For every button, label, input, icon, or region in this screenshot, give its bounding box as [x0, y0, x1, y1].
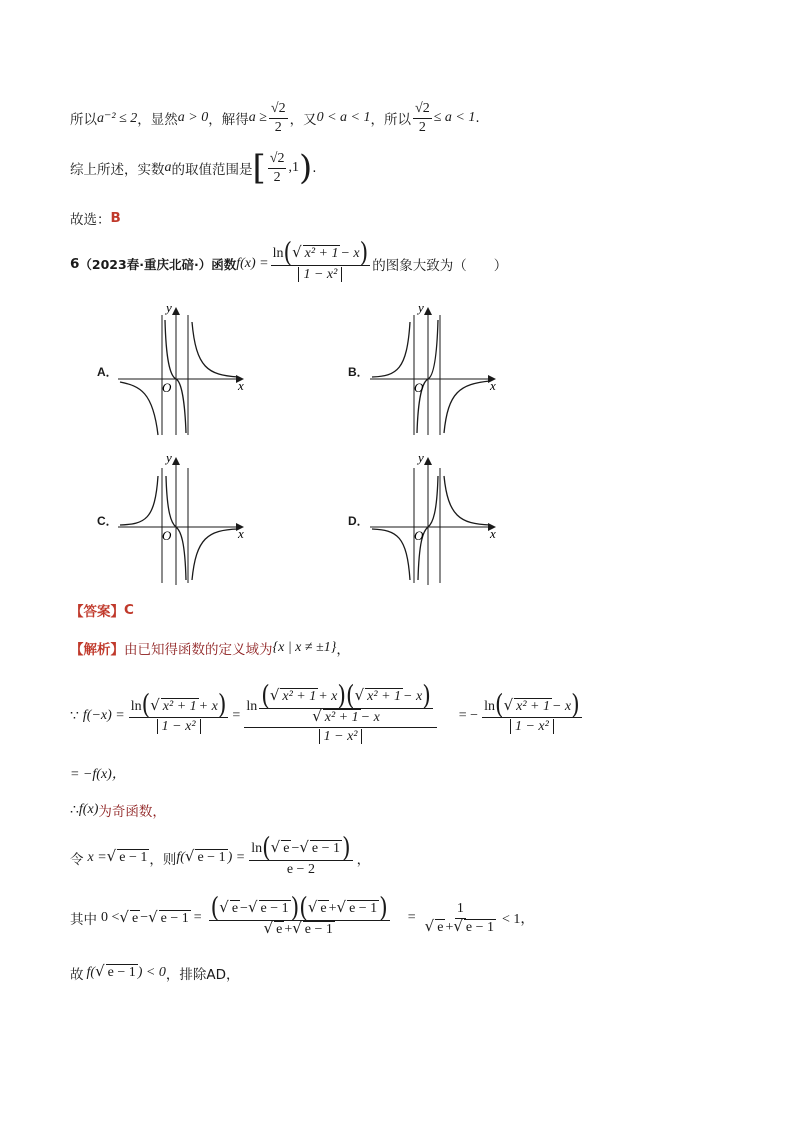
- frac-num: 1: [455, 900, 466, 919]
- plus: +: [445, 919, 454, 935]
- option-d-graph: [362, 450, 502, 588]
- analysis-line: [70, 638, 350, 658]
- choice-value: B: [110, 210, 121, 226]
- sqrt: [503, 695, 552, 716]
- plus-x: + x: [318, 689, 338, 705]
- text: ，: [336, 642, 350, 658]
- fraction-sqrt2-over-2: [269, 100, 288, 136]
- sqrt: [148, 907, 191, 928]
- curve-left: [372, 322, 410, 377]
- conclusion-line: [70, 963, 239, 983]
- lhs: f(−x) =: [82, 708, 125, 723]
- x-label: x: [490, 378, 496, 393]
- curve-left-outer: [120, 476, 158, 525]
- origin-label: O: [414, 380, 424, 395]
- curve-right: [444, 381, 490, 433]
- question-tail: 的图象大致为（ ）: [372, 257, 508, 274]
- sqrt: [453, 916, 496, 937]
- radical-icon: √: [453, 916, 463, 935]
- text: 所以: [70, 112, 97, 128]
- frac-num: [244, 680, 436, 728]
- minus-x: − x: [551, 698, 572, 714]
- radical-icon: √: [269, 686, 280, 705]
- line-choice: [70, 208, 121, 228]
- radical-icon: √: [119, 907, 129, 926]
- sqrt-body: e: [276, 922, 283, 937]
- domain-set: {x | x ≠ ±1}: [272, 640, 337, 655]
- x-label: x: [238, 526, 244, 541]
- y-label: y: [166, 300, 172, 315]
- x-label: x: [238, 378, 244, 393]
- plus: +: [284, 922, 293, 938]
- radical-icon: √: [354, 686, 365, 705]
- where-line: [70, 892, 535, 939]
- radical-icon: √: [292, 919, 302, 937]
- f-open: f(: [176, 850, 185, 866]
- radical-icon: √: [106, 847, 117, 866]
- f-close: ) < 0: [137, 965, 166, 980]
- paren-right: ): [342, 832, 351, 864]
- text: 故: [70, 967, 84, 983]
- ln: ln: [272, 246, 284, 262]
- text: ，显然: [137, 112, 178, 128]
- let-line: [70, 832, 371, 879]
- sqrt: [150, 695, 198, 716]
- option-c-graph: [110, 450, 250, 588]
- answer-value: C: [124, 602, 134, 618]
- plus-x: + x: [198, 698, 218, 714]
- sqrt: [264, 921, 285, 939]
- sqrt-body: x² + 1: [282, 689, 317, 705]
- math-inequality: a > 0: [177, 110, 209, 125]
- paren-left: (: [141, 690, 151, 722]
- sqrt-body: e − 1: [304, 922, 333, 937]
- option-a-label: A．: [97, 365, 118, 379]
- fraction-sqrt2-over-2: [268, 150, 287, 186]
- fraction-ln-minus: [482, 690, 582, 736]
- frac-num: [271, 237, 371, 269]
- ln: ln: [251, 841, 263, 857]
- option-d-label: D．: [348, 514, 369, 528]
- inner-num: [259, 680, 433, 712]
- bracket-left: [: [252, 148, 266, 188]
- paren-left: (: [261, 680, 270, 712]
- zero-lt: 0 <: [101, 910, 120, 926]
- text: 的取值范围是: [171, 162, 253, 178]
- text: ，所以: [370, 112, 412, 128]
- ln: ln: [246, 698, 258, 714]
- fraction-conjugate: [209, 892, 390, 939]
- answer-label: 【答案】: [70, 604, 124, 620]
- abs-den: 1 − x²: [157, 719, 201, 734]
- sqrt-body: e − 1: [349, 901, 378, 917]
- because-symbol: ∵: [70, 708, 79, 724]
- sqrt: [424, 916, 446, 937]
- math-fx: f(x) =: [236, 255, 269, 271]
- odd-function-line: [70, 800, 166, 820]
- lt-one: < 1，: [502, 912, 535, 928]
- inner-fraction: [259, 680, 433, 727]
- sqrt: [292, 245, 340, 263]
- paren-right: ): [290, 892, 300, 924]
- choice-label: 故选：: [70, 212, 111, 228]
- radical-icon: √: [270, 838, 281, 857]
- minus-x: − x: [360, 710, 380, 726]
- abs-den: 1 − x²: [298, 267, 342, 282]
- sqrt-body: e − 1: [119, 850, 148, 866]
- curve-right: [192, 322, 238, 377]
- math-inequality: 0 < a < 1: [316, 110, 371, 125]
- fraction-ln-plus: [129, 690, 229, 736]
- sqrt: [271, 840, 292, 858]
- sqrt-body: e − 1: [160, 910, 189, 926]
- equals-minus: = −: [458, 708, 479, 723]
- option-c-label: C．: [97, 514, 118, 528]
- sqrt-body: e − 1: [260, 901, 289, 917]
- curve-left-outer: [372, 529, 410, 580]
- option-a-graph: [110, 300, 250, 438]
- paren-right: ): [422, 680, 431, 712]
- sqrt-body: x² + 1: [516, 698, 550, 714]
- question-6: [70, 237, 508, 284]
- analysis-label: 【解析】: [70, 642, 124, 658]
- paren-right: ): [298, 148, 313, 188]
- sqrt: [355, 688, 403, 706]
- radical-icon: √: [424, 916, 435, 935]
- paren-left: (: [210, 892, 220, 924]
- text: 由已知得函数的定义域为: [124, 642, 273, 658]
- paren-right: ): [571, 690, 580, 722]
- radical-icon: √: [292, 243, 302, 262]
- fraction-function: [271, 237, 371, 284]
- derivation-line: [70, 676, 586, 756]
- ln: ln: [130, 698, 142, 714]
- paren-left: (: [262, 832, 271, 864]
- frac-den: [317, 728, 365, 746]
- y-label: y: [418, 450, 424, 465]
- sqrt-body: e: [131, 910, 139, 926]
- math-inequality: a ≥: [248, 110, 267, 125]
- radical-icon: √: [307, 898, 318, 917]
- x-label: x: [490, 526, 496, 541]
- option-b-graph: [362, 300, 502, 438]
- frac-num: [482, 690, 582, 722]
- fraction-let: [249, 832, 352, 879]
- ln: ln: [484, 698, 495, 714]
- frac-den: [296, 266, 344, 284]
- frac-den: 2: [273, 169, 281, 185]
- sqrt-body: e − 1: [107, 965, 136, 981]
- radical-icon: √: [219, 898, 229, 917]
- sqrt: [95, 964, 138, 982]
- paren-right: ): [337, 680, 346, 712]
- sqrt: [299, 840, 342, 858]
- origin-label: O: [162, 380, 172, 395]
- frac-den: [508, 718, 556, 736]
- math-inequality: ≤ a < 1: [433, 110, 476, 125]
- y-label: y: [418, 300, 424, 315]
- minus: −: [291, 841, 300, 857]
- curve-right-outer: [192, 529, 238, 580]
- abs-den: 1 − x²: [319, 729, 363, 744]
- radical-icon: √: [263, 919, 274, 937]
- math-inequality: a⁻² ≤ 2: [97, 110, 138, 126]
- frac-num: √2: [269, 100, 288, 119]
- frac-num: √2: [268, 150, 287, 169]
- sqrt: [270, 688, 318, 706]
- paren-left: (: [299, 892, 308, 924]
- frac-den: [155, 718, 203, 736]
- sqrt: [248, 900, 291, 918]
- therefore-symbol: ∴: [70, 802, 79, 818]
- minus-x: − x: [340, 246, 360, 262]
- sqrt: [308, 900, 329, 918]
- text: ，解得: [208, 112, 249, 128]
- plus: +: [328, 901, 337, 917]
- question-source: （2023春·重庆北碚·）函数: [79, 256, 237, 272]
- frac-den: 2: [274, 119, 282, 135]
- radical-icon: √: [503, 695, 514, 714]
- sqrt: [219, 900, 240, 918]
- frac-num: [249, 832, 352, 864]
- sqrt-body: e − 1: [465, 919, 495, 935]
- math-var: a: [164, 160, 172, 175]
- curve-left: [120, 382, 158, 435]
- sqrt: [337, 900, 380, 918]
- minus: −: [140, 910, 149, 926]
- frac-num: [209, 892, 390, 924]
- sqrt-body: x² + 1: [304, 246, 339, 262]
- text: .: [475, 110, 480, 126]
- paren-right: ): [379, 892, 388, 924]
- derivation-result: [70, 763, 126, 783]
- radical-icon: √: [150, 695, 160, 714]
- text: 其中: [70, 912, 97, 929]
- result: = −f(x)，: [70, 767, 126, 782]
- minus: −: [240, 901, 248, 917]
- radical-icon: √: [95, 962, 105, 981]
- radical-icon: √: [312, 707, 322, 725]
- paren-right: ): [359, 237, 369, 269]
- sqrt-body: e: [320, 901, 327, 917]
- line-solution-2: [70, 150, 317, 186]
- math-fx: f(x): [78, 802, 99, 817]
- sqrt-body: e: [437, 919, 444, 935]
- option-b-label: B．: [348, 365, 369, 379]
- fraction-rationalized: [244, 680, 436, 746]
- sqrt-body: e − 1: [197, 850, 226, 866]
- sqrt: [119, 907, 140, 928]
- sqrt-body: x² + 1: [367, 689, 402, 705]
- sqrt-body: e − 1: [311, 841, 341, 857]
- text: .: [312, 160, 317, 176]
- f-open: f(: [86, 965, 96, 980]
- origin-label: O: [414, 528, 424, 543]
- equals: =: [193, 910, 202, 926]
- paren-left: (: [283, 237, 293, 269]
- y-label: y: [166, 450, 172, 465]
- f-close: ) =: [227, 850, 246, 866]
- fraction-one-over: [423, 900, 498, 936]
- text: ，: [356, 852, 371, 869]
- text: ，又: [289, 112, 317, 128]
- abs-den: 1 − x²: [510, 719, 554, 734]
- sqrt-body: e: [283, 841, 290, 857]
- radical-icon: √: [247, 898, 258, 917]
- sqrt-body: e: [231, 901, 239, 917]
- text: ，则: [149, 852, 177, 869]
- frac-den: [423, 916, 498, 937]
- paren-left: (: [346, 680, 355, 712]
- equals: =: [232, 708, 241, 723]
- sqrt-body: x² + 1: [324, 710, 359, 725]
- radical-icon: √: [336, 898, 347, 917]
- paren-right: ): [217, 690, 227, 722]
- text: 为奇函数，: [98, 804, 166, 820]
- equals: =: [407, 910, 416, 926]
- radical-icon: √: [299, 838, 309, 857]
- sqrt-body: x² + 1: [162, 698, 197, 714]
- line-solution-1: [70, 100, 480, 136]
- text: 综上所述，实数: [70, 162, 165, 178]
- answer-line: [70, 600, 134, 620]
- fraction-sqrt2-over-2: [413, 100, 432, 136]
- sqrt: [185, 849, 228, 867]
- radical-icon: √: [148, 907, 158, 926]
- sqrt: [107, 849, 150, 867]
- radical-icon: √: [184, 847, 195, 866]
- x-equals: x =: [87, 850, 107, 866]
- interval-tail: ,1: [288, 160, 299, 175]
- frac-num: √2: [413, 100, 432, 119]
- curve-right-outer: [444, 476, 490, 525]
- frac-den: 2: [418, 119, 426, 135]
- frac-num: [129, 690, 229, 722]
- frac-den: e − 2: [286, 862, 315, 877]
- minus-x: − x: [403, 689, 423, 705]
- text: 令: [70, 852, 84, 869]
- text: ，排除AD，: [165, 967, 240, 983]
- origin-label: O: [162, 528, 172, 543]
- question-number: 6: [70, 255, 80, 272]
- paren-left: (: [494, 690, 504, 722]
